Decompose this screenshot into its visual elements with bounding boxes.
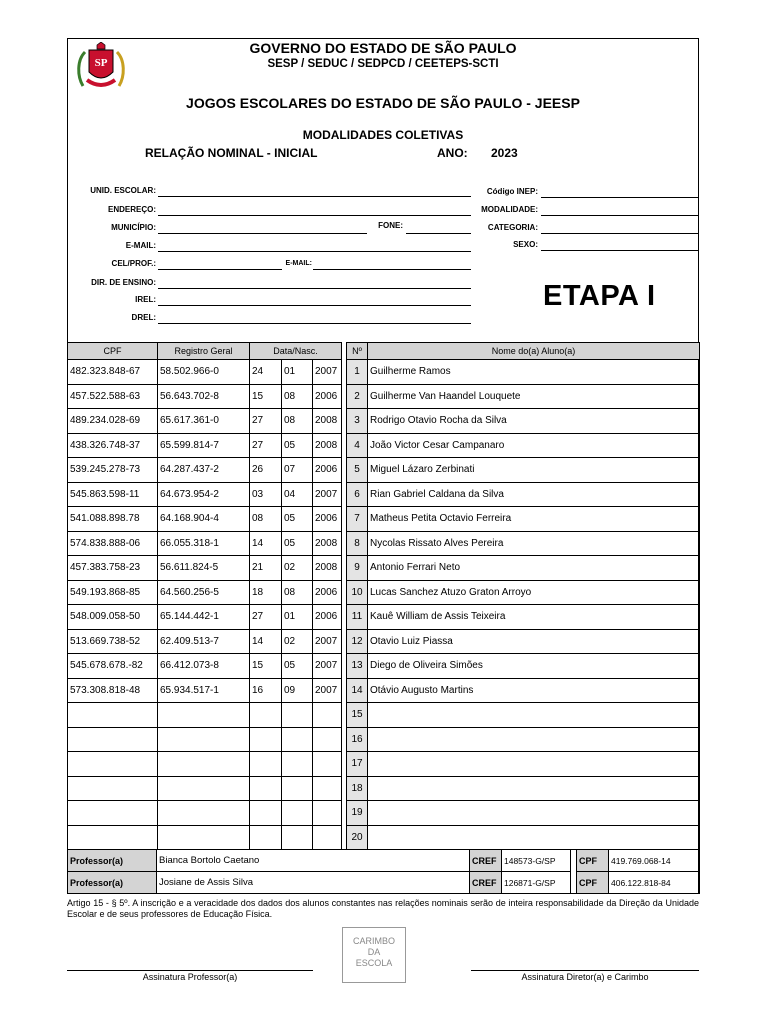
sexo-label: SEXO: — [513, 240, 538, 249]
student-name[interactable]: Guilherme Van Haandel Louquete — [368, 384, 700, 409]
table-row — [68, 752, 700, 777]
student-cpf[interactable]: 573.308.818-48 — [68, 678, 158, 703]
birth-day[interactable] — [250, 801, 282, 826]
table-row — [68, 703, 700, 728]
sexo-field[interactable] — [541, 250, 698, 251]
relacao-title: RELAÇÃO NOMINAL - INICIAL — [145, 146, 318, 160]
birth-year[interactable] — [313, 752, 342, 777]
student-rg[interactable]: 64.168.904-4 — [158, 507, 250, 532]
birth-month[interactable]: 02 — [282, 556, 313, 581]
student-name[interactable]: Miguel Lázaro Zerbinati — [368, 458, 700, 483]
table-header-row — [68, 343, 700, 360]
professor-row — [68, 850, 700, 872]
birth-month[interactable]: 09 — [282, 678, 313, 703]
birth-day[interactable]: 16 — [250, 678, 282, 703]
categoria-field[interactable] — [541, 233, 698, 234]
birth-month[interactable] — [282, 776, 313, 801]
row-number: 16 — [347, 727, 368, 752]
birth-day[interactable]: 14 — [250, 531, 282, 556]
row-number: 14 — [347, 678, 368, 703]
student-rg[interactable]: 62.409.513-7 — [158, 629, 250, 654]
student-name[interactable]: Diego de Oliveira Simões — [368, 654, 700, 679]
email2-field[interactable] — [313, 269, 471, 270]
birth-year[interactable] — [313, 727, 342, 752]
row-number: 7 — [347, 507, 368, 532]
student-cpf[interactable]: 574.838.888-06 — [68, 531, 158, 556]
birth-year[interactable]: 2006 — [313, 384, 342, 409]
birth-year[interactable]: 2007 — [313, 629, 342, 654]
student-rg[interactable]: 64.287.437-2 — [158, 458, 250, 483]
birth-month[interactable] — [282, 825, 313, 850]
birth-month[interactable]: 08 — [282, 384, 313, 409]
header-government: GOVERNO DO ESTADO DE SÃO PAULO — [249, 40, 517, 56]
row-number: 15 — [347, 703, 368, 728]
drel-field[interactable] — [158, 323, 471, 324]
birth-month[interactable]: 02 — [282, 629, 313, 654]
row-number: 6 — [347, 482, 368, 507]
students-table — [67, 342, 700, 850]
birth-month[interactable] — [282, 752, 313, 777]
header-rg: Registro Geral — [158, 343, 250, 360]
birth-day[interactable]: 24 — [250, 360, 282, 385]
header-data-nasc: Data/Nasc. — [250, 343, 342, 360]
table-row — [68, 360, 700, 385]
birth-day[interactable]: 15 — [250, 654, 282, 679]
student-name[interactable] — [368, 825, 700, 850]
professor-label: Professor(a) — [68, 872, 157, 894]
professor-cpf[interactable]: 406.122.818-84 — [609, 872, 700, 894]
student-rg[interactable] — [158, 727, 250, 752]
modalidade-field[interactable] — [541, 215, 698, 216]
cref-label: CREF — [470, 872, 502, 894]
ano-value: 2023 — [491, 146, 518, 160]
birth-day[interactable]: 15 — [250, 384, 282, 409]
student-rg[interactable] — [158, 825, 250, 850]
student-cpf[interactable]: 457.522.588-63 — [68, 384, 158, 409]
student-rg[interactable]: 65.599.814-7 — [158, 433, 250, 458]
logo-text: SP — [94, 57, 108, 69]
birth-year[interactable] — [313, 825, 342, 850]
row-number: 4 — [347, 433, 368, 458]
row-number: 3 — [347, 409, 368, 434]
birth-day[interactable] — [250, 703, 282, 728]
artigo-text: Artigo 15 - § 5º. A inscrição e a veracidade dos dados dos alunos constantes nas relações nominais serão de inteira responsabilidade da Direção da Unidade Escolar e de seus professores de Educação Física. — [67, 898, 699, 919]
student-cpf[interactable]: 549.193.868-85 — [68, 580, 158, 605]
student-cpf[interactable]: 548.009.058-50 — [68, 605, 158, 630]
student-name[interactable] — [368, 752, 700, 777]
student-name[interactable]: Matheus Petita Octavio Ferreira — [368, 507, 700, 532]
birth-year[interactable]: 2006 — [313, 605, 342, 630]
student-rg[interactable]: 56.643.702-8 — [158, 384, 250, 409]
student-name[interactable] — [368, 776, 700, 801]
student-rg[interactable] — [158, 776, 250, 801]
student-name[interactable]: Otávio Augusto Martins — [368, 678, 700, 703]
birth-day[interactable]: 27 — [250, 433, 282, 458]
row-number: 1 — [347, 360, 368, 385]
school-stamp-box — [342, 927, 406, 983]
cref-label: CREF — [470, 850, 502, 872]
dir-ensino-field[interactable] — [158, 288, 471, 289]
student-name[interactable]: Rodrigo Otavio Rocha da Silva — [368, 409, 700, 434]
birth-year[interactable] — [313, 776, 342, 801]
student-cpf[interactable]: 545.863.598-11 — [68, 482, 158, 507]
cel-prof-label: CEL/PROF.: — [111, 259, 156, 268]
cref-value[interactable]: 126871-G/SP — [502, 872, 571, 894]
table-row — [68, 654, 700, 679]
student-name[interactable] — [368, 703, 700, 728]
stamp-line1: CARIMBO — [352, 936, 395, 946]
birth-month[interactable]: 01 — [282, 605, 313, 630]
table-row — [68, 556, 700, 581]
student-rg[interactable]: 56.611.824-5 — [158, 556, 250, 581]
student-cpf[interactable]: 513.669.738-52 — [68, 629, 158, 654]
dir-ensino-label: DIR. DE ENSINO: — [91, 278, 156, 287]
professor-label: Professor(a) — [68, 850, 157, 872]
professor-cpf[interactable]: 419.769.068-14 — [609, 850, 700, 872]
row-number: 10 — [347, 580, 368, 605]
birth-month[interactable]: 07 — [282, 458, 313, 483]
codigo-inep-field[interactable] — [541, 197, 698, 198]
row-number: 11 — [347, 605, 368, 630]
row-number: 9 — [347, 556, 368, 581]
director-signature-line[interactable] — [471, 970, 699, 971]
student-name[interactable]: João Victor Cesar Campanaro — [368, 433, 700, 458]
municipio-field[interactable] — [158, 233, 367, 234]
row-number: 5 — [347, 458, 368, 483]
birth-day[interactable] — [250, 825, 282, 850]
student-rg[interactable]: 58.502.966-0 — [158, 360, 250, 385]
birth-day[interactable]: 21 — [250, 556, 282, 581]
birth-month[interactable]: 05 — [282, 507, 313, 532]
student-name[interactable]: Rian Gabriel Caldana da Silva — [368, 482, 700, 507]
stamp-line2: DA — [367, 947, 381, 957]
table-row — [68, 384, 700, 409]
student-name[interactable]: Guilherme Ramos — [368, 360, 700, 385]
row-number: 17 — [347, 752, 368, 777]
email-field[interactable] — [158, 251, 471, 252]
irel-label: IREL: — [135, 295, 156, 304]
etapa-title: ETAPA I — [543, 280, 656, 312]
student-rg[interactable]: 66.055.318-1 — [158, 531, 250, 556]
student-name[interactable]: Lucas Sanchez Atuzo Graton Arroyo — [368, 580, 700, 605]
header-num: Nº — [347, 343, 368, 360]
cel-prof-field[interactable] — [158, 269, 282, 270]
birth-day[interactable]: 14 — [250, 629, 282, 654]
birth-day[interactable]: 18 — [250, 580, 282, 605]
student-rg[interactable]: 65.934.517-1 — [158, 678, 250, 703]
birth-year[interactable]: 2006 — [313, 458, 342, 483]
student-rg[interactable] — [158, 703, 250, 728]
table-row — [68, 507, 700, 532]
email2-label: E-MAIL: — [285, 260, 312, 267]
birth-year[interactable] — [313, 801, 342, 826]
birth-month[interactable]: 01 — [282, 360, 313, 385]
irel-field[interactable] — [158, 305, 471, 306]
endereco-label: ENDEREÇO: — [107, 205, 156, 214]
birth-day[interactable] — [250, 776, 282, 801]
student-name[interactable]: Otavio Luiz Piassa — [368, 629, 700, 654]
row-number: 13 — [347, 654, 368, 679]
birth-year[interactable]: 2008 — [313, 409, 342, 434]
professors-table — [67, 849, 700, 894]
birth-month[interactable] — [282, 703, 313, 728]
student-name[interactable]: Nycolas Rissato Alves Pereira — [368, 531, 700, 556]
table-row — [68, 801, 700, 826]
birth-year[interactable]: 2007 — [313, 654, 342, 679]
birth-year[interactable]: 2007 — [313, 678, 342, 703]
student-rg[interactable]: 65.144.442-1 — [158, 605, 250, 630]
student-cpf[interactable] — [68, 703, 158, 728]
student-cpf[interactable]: 482.323.848-67 — [68, 360, 158, 385]
stamp-line3: ESCOLA — [355, 958, 393, 968]
header-nome: Nome do(a) Aluno(a) — [368, 343, 700, 360]
professor-signature-label: Assinatura Professor(a) — [142, 972, 238, 982]
professor-cpf-label: CPF — [577, 850, 609, 872]
birth-year[interactable]: 2008 — [313, 433, 342, 458]
student-rg[interactable]: 66.412.073-8 — [158, 654, 250, 679]
row-number: 2 — [347, 384, 368, 409]
codigo-inep-label: Código INEP: — [486, 187, 538, 196]
student-cpf[interactable]: 539.245.278-73 — [68, 458, 158, 483]
student-cpf[interactable]: 545.678.678.-82 — [68, 654, 158, 679]
birth-day[interactable] — [250, 727, 282, 752]
birth-day[interactable]: 27 — [250, 605, 282, 630]
student-cpf[interactable]: 457.383.758-23 — [68, 556, 158, 581]
professor-signature-line[interactable] — [67, 970, 313, 971]
student-rg[interactable]: 64.560.256-5 — [158, 580, 250, 605]
header-event-title: JOGOS ESCOLARES DO ESTADO DE SÃO PAULO - JEESP — [186, 95, 580, 111]
birth-day[interactable]: 26 — [250, 458, 282, 483]
birth-year[interactable]: 2006 — [313, 580, 342, 605]
student-cpf[interactable]: 438.326.748-37 — [68, 433, 158, 458]
birth-month[interactable]: 08 — [282, 409, 313, 434]
student-cpf[interactable]: 541.088.898.78 — [68, 507, 158, 532]
birth-month[interactable] — [282, 801, 313, 826]
table-row — [68, 458, 700, 483]
birth-month[interactable]: 05 — [282, 433, 313, 458]
student-rg[interactable]: 64.673.954-2 — [158, 482, 250, 507]
header-cpf: CPF — [68, 343, 158, 360]
header-modalities: MODALIDADES COLETIVAS — [302, 128, 464, 142]
table-row — [68, 482, 700, 507]
birth-year[interactable]: 2006 — [313, 507, 342, 532]
table-row — [68, 433, 700, 458]
table-row — [68, 825, 700, 850]
row-number: 19 — [347, 801, 368, 826]
birth-month[interactable]: 05 — [282, 654, 313, 679]
student-rg[interactable]: 65.617.361-0 — [158, 409, 250, 434]
student-cpf[interactable] — [68, 801, 158, 826]
header-departments: SESP / SEDUC / SEDPCD / CEETEPS-SCTI — [267, 58, 499, 70]
table-row — [68, 727, 700, 752]
cref-value[interactable]: 148573-G/SP — [502, 850, 571, 872]
email-label: E-MAIL: — [125, 241, 156, 250]
student-name[interactable]: Kauê William de Assis Teixeira — [368, 605, 700, 630]
row-number: 18 — [347, 776, 368, 801]
birth-year[interactable]: 2007 — [313, 482, 342, 507]
birth-year[interactable] — [313, 703, 342, 728]
municipio-label: MUNICÍPIO: — [111, 223, 156, 232]
table-row — [68, 678, 700, 703]
ano-label: ANO: — [437, 146, 468, 160]
student-cpf[interactable] — [68, 776, 158, 801]
birth-day[interactable]: 03 — [250, 482, 282, 507]
table-row — [68, 531, 700, 556]
student-cpf[interactable] — [68, 825, 158, 850]
director-signature-label: Assinatura Diretor(a) e Carimbo — [521, 972, 649, 982]
modalidade-label: MODALIDADE: — [481, 205, 538, 214]
birth-month[interactable] — [282, 727, 313, 752]
birth-month[interactable]: 05 — [282, 531, 313, 556]
birth-year[interactable]: 2007 — [313, 360, 342, 385]
drel-label: DREL: — [131, 313, 156, 322]
table-row — [68, 580, 700, 605]
endereco-field[interactable] — [158, 215, 471, 216]
professor-name[interactable]: Bianca Bortolo Caetano — [157, 850, 470, 872]
student-name[interactable]: Antonio Ferrari Neto — [368, 556, 700, 581]
student-name[interactable] — [368, 727, 700, 752]
birth-year[interactable]: 2008 — [313, 531, 342, 556]
student-cpf[interactable] — [68, 727, 158, 752]
table-row — [68, 605, 700, 630]
professor-row — [68, 872, 700, 894]
fone-field[interactable] — [406, 233, 471, 234]
row-number: 12 — [347, 629, 368, 654]
student-name[interactable] — [368, 801, 700, 826]
fone-label: FONE: — [378, 221, 403, 230]
unid-escolar-label: UNID. ESCOLAR: — [90, 186, 156, 195]
table-row — [68, 409, 700, 434]
student-cpf[interactable] — [68, 752, 158, 777]
birth-day[interactable]: 08 — [250, 507, 282, 532]
birth-day[interactable] — [250, 752, 282, 777]
categoria-label: CATEGORIA: — [487, 223, 538, 232]
table-row — [68, 776, 700, 801]
student-cpf[interactable]: 489.234.028-69 — [68, 409, 158, 434]
row-number: 20 — [347, 825, 368, 850]
birth-year[interactable]: 2008 — [313, 556, 342, 581]
unid-escolar-field[interactable] — [158, 196, 471, 197]
student-rg[interactable] — [158, 801, 250, 826]
birth-month[interactable]: 04 — [282, 482, 313, 507]
birth-day[interactable]: 27 — [250, 409, 282, 434]
row-number: 8 — [347, 531, 368, 556]
table-row — [68, 629, 700, 654]
student-rg[interactable] — [158, 752, 250, 777]
professor-cpf-label: CPF — [577, 872, 609, 894]
birth-month[interactable]: 08 — [282, 580, 313, 605]
professor-name[interactable]: Josiane de Assis Silva — [157, 872, 470, 894]
